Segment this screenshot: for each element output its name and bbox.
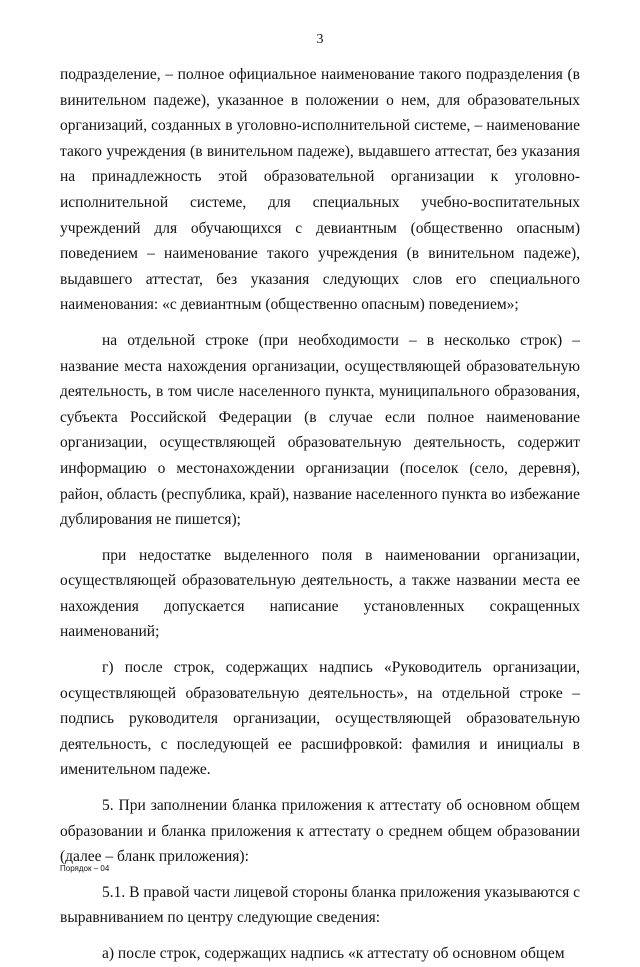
paragraph-section-5: 5. При заполнении бланка приложения к аттестату об основном общем образовании и бланка приложения к аттестату о среднем общем образовании (далее – бланк приложения): [60,797,580,866]
paragraph-location: на отдельной строке (при необходимости – в несколько строк) – название места нахождения организации, осуществляющей образовательную деятельность, в том числе населенного пункта, муниципального образования, субъекта Российской Федерации (в случае если полное наименование организации, осуществляющей образовательную деятельность, содержит информацию о местонахождении организации (поселок (село, деревня), район, область (республика, край), название населенного пункта во избежание дублирования не пишется); [60,331,580,529]
paragraph-section-5-1: 5.1. В правой части лицевой стороны бланка приложения указываются с выравниванием по центру следующие сведения: [60,883,580,927]
paragraph-abbreviations: при недостатке выделенного поля в наименовании организации, осуществляющей образовательную деятельность, а также названии места ее нахождения допускается написание установленных сокращенных наименований; [60,546,580,641]
page-number: 3 [316,32,324,47]
paragraph-continuation: подразделение, – полное официальное наименование такого подразделения (в винительном падеже), указанное в положении о нем, для образовательных организаций, созданных в уголовно-исполнительной системе, – наименование такого учреждения (в винительном падеже), выдавшего аттестат, без указания на принадлежность этой образовательной организации к уголовно-исполнительной системе, для специальных учебно-воспитательных учреждений для обучающихся с девиантным (общественно опасным) поведением – наименование такого учреждения (в винительном падеже), выдавшего аттестат, без указания следующих слов его специального наименования: «с девиантным (общественно опасным) поведением»; [60,66,580,314]
paragraph-item-g: г) после строк, содержащих надпись «Руководитель организации, осуществляющей образовательную деятельность», на отдельной строке – подпись руководителя организации, осуществляющей образовательную деятельность, с последующей ее расшифровкой: фамилия и инициалы в именительном падеже. [60,659,580,779]
paragraph-item-a: а) после строк, содержащих надпись «к аттестату об основном общем [102,945,565,962]
footer-label: Порядок – 04 [60,864,110,873]
document-body [60,62,580,967]
